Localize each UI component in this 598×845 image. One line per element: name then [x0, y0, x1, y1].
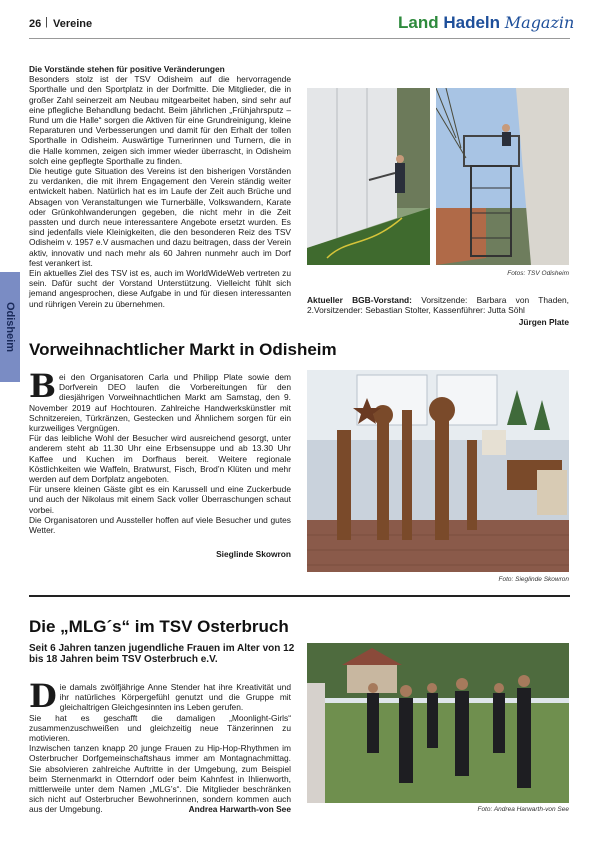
article1-paragraph: Die heutige gute Situation des Vereins ist den bisherigen Vorständen zu verdanken, die mit ihrem Engagement den Verein ständig weiter entwickelt haben. Natürlich hat es im Laufe der Zeit auch Brüche und Absagen von Veranstaltungen wie Turnerbälle, Volkswandern, Karate oder Grünkohlwanderungen gegeben, die nicht mehr in die Zeit passten und durch neue interessantere Angebote ersetzt wurden. Es sind jedenfalls viele Kleinigkeiten, die den besonderen Reiz des TSV Odisheim v. 1957 e.V ausmachen und dazu beitragen, dass der Verein aktiv, innovativ und nach mehr als 60 Jahren nunmehr auch im Dorf fest verankert ist.: [29, 166, 291, 268]
article3-paragraph: Inzwischen tanzen knapp 20 junge Frauen zu Hip-Hop-Rhythmen im Osterbrucher Dorfgemeinschaftshaus immer am Montagnachmittag. Sie absolvieren zahlreiche Auftritte in der Umgebung, zum Beispiel beim Sternenmarkt in Otterndorf oder beim Kahnfest in Ihlienworth, mittlerweile unter dem Namen „MLG’s“. Die Mitglieder beschränken sich nicht auf Osterbrucher Bewohnerinnen, sondern kommen auch aus der Umgebung.: [29, 743, 291, 815]
article1-author: Jürgen Plate: [518, 317, 569, 327]
photo-sports-hall-cleaning: [307, 88, 430, 265]
article3-paragraph: Sie hat es geschafft die damaligen „Moonlight-Girls“ zusammenzuschweißen und gleichzeitig neue Tänzerinnen zu motivieren.: [29, 712, 291, 744]
photo-dance-group: [307, 643, 569, 803]
article1-heading: Die Vorstände stehen für positive Veränderungen: [29, 64, 225, 74]
article3-subtitle: Seit 6 Jahren tanzen jugendliche Frauen im Alter von 12 bis 18 Jahren beim TSV Osterbruch e.V.: [29, 643, 295, 665]
article1-photo-caption: Fotos: TSV Odisheim: [507, 270, 569, 277]
board-label: Aktueller BGB-Vorstand:: [307, 295, 412, 305]
board-members: Vorsitzende: Barbara von Thaden, 2.Vorsitzender: Sebastian Stolter, Kassenführer: Jutta Söhl: [307, 295, 569, 316]
article3-dropcap: D: [29, 677, 57, 715]
article2-text: [29, 367, 291, 536]
article2-paragraph: ei den Organisatoren Carla und Philipp Plate sowie dem Dorfverein DEO laufen die Vorbereitungen für den diesjährigen Vorweihnachtlichen Markt am Samstag, den 9. November 2019 auf Hochtouren. Zahlreiche Handwerkskünstler mit Schnitzereien, Türkränzen, Gestecken und Ähnlichem sorgen für ein kurzweiliges Vergnügen.: [29, 372, 291, 434]
photo-christmas-market-crafts: [307, 370, 569, 572]
article3-photo-caption: Foto: Andrea Harwarth-von See: [477, 806, 569, 813]
article3-text: [29, 677, 291, 815]
article3-author: Andrea Harwarth-von See: [188, 804, 291, 814]
article1-text: [29, 64, 291, 309]
article2-paragraph: Für das leibliche Wohl der Besucher wird ausreichend gesorgt, unter anderem steht ab 11.30 Uhr eine Erbsensuppe und ab 13.30 Uhr Kaffee und Kuchen im Dorfhaus bereit. Weitere regionale Köstlichkeiten wie Waffeln, Bratwurst, Fisch, Brod’n Klüten und mehr werden auf dem Dorfplatz angeboten.: [29, 433, 291, 485]
brand-land: Land: [398, 13, 439, 32]
side-tab-label: Odisheim: [4, 301, 16, 353]
article2-dropcap: B: [29, 367, 57, 405]
header-separator: |: [45, 16, 48, 28]
article2-paragraph: Für unsere kleinen Gäste gibt es ein Karussell und eine Zuckerbude und auch der Nikolaus mit einem Sack voller Überraschungen schaut vorbei.: [29, 484, 291, 515]
article2-photo-caption: Foto: Sieglinde Skowron: [498, 576, 569, 583]
article3-paragraph: ie damals zwölfjährige Anne Stender hat ihre Kreativität und ihr natürliches Körpergefühl genutzt und die Gruppe mit gleichaltrigen Gleichgesinnten ins Leben gerufen.: [59, 682, 291, 713]
article1-paragraph: Ein aktuelles Ziel des TSV ist es, auch im WorldWideWeb vertreten zu sein. Dafür sucht der Vorstand Unterstützung. Vielleicht fühlt sich jemand angesprochen, diese Aufgabe in und für diesen interessanten und rührigen Verein zu übernehmen.: [29, 268, 291, 309]
article2-paragraph: Die Organisatoren und Aussteller hoffen auf viele Besucher und gutes Wetter.: [29, 514, 291, 536]
page-number: 26: [29, 18, 42, 30]
article2-author: Sieglinde Skowron: [216, 549, 291, 559]
header-divider: [29, 38, 570, 39]
article1-paragraph: Besonders stolz ist der TSV Odisheim auf die hervorragende Sporthalle und den Sportplatz in der Dorfmitte. Die Mitglieder, die in großer Zahl seinerzeit am Neubau mitgearbeitet haben, sind sehr auf eine pflegliche Behandlung bedacht. Beim jährlichen „Frühjahrsputz – Rund um die Halle“ sorgen die Aktiven für eine Grundreinigung, kleine Reparaturen und Verbesserungen und damit für den Erhalt der tollen Sporthalle in Odisheim. Auswärtige Turnerinnen und Turnern, die in die Halle kommen, zeigen sich immer wieder überrascht, in Odisheim solch eine gepflegte Sporthalle zu finden.: [29, 74, 291, 166]
article3-title: Die „MLG´s“ im TSV Osterbruch: [29, 617, 289, 636]
section-label: Vereine: [53, 18, 93, 30]
article2-title: Vorweihnachtlicher Markt in Odisheim: [29, 340, 337, 359]
brand-hadeln: Hadeln: [443, 13, 501, 32]
brand-magazin: Magazin: [504, 13, 575, 32]
side-section-tab: [0, 272, 20, 382]
board-info: [307, 295, 569, 315]
magazine-logo: [398, 13, 574, 33]
section-divider: [29, 595, 570, 597]
photo-hall-lift-platform: [436, 88, 569, 265]
